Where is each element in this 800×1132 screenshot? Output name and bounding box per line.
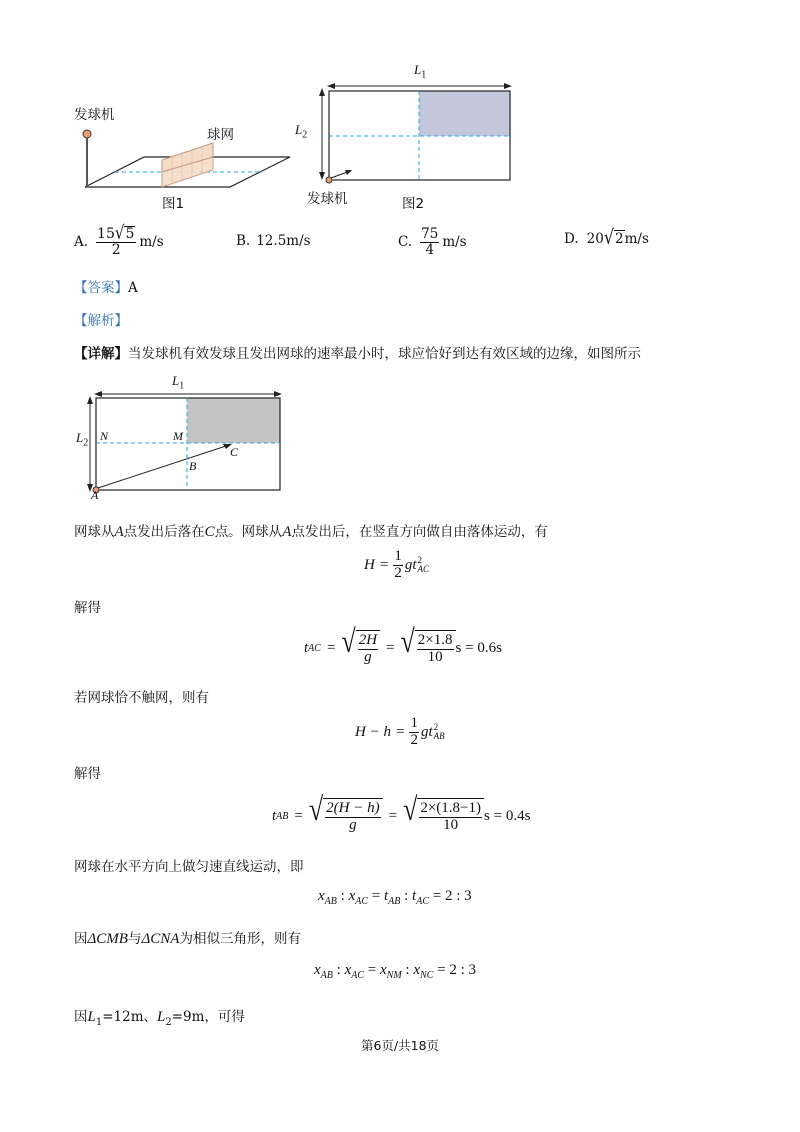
fig1-net-label: 球网 — [207, 127, 234, 143]
horizontal-line: 网球在水平方向上做匀速直线运动，即 — [74, 859, 304, 875]
equation-1: H = $\frac{1}{2}$ gt 2 AC — [364, 547, 429, 581]
fig3-point-B: B — [189, 459, 197, 473]
jiede-2: 解得 — [74, 766, 101, 782]
equation-5: $x_{AB}$ : $x_{AC} = t_{AB}$ : $t_{AC} = 2$ : 3 — [318, 888, 472, 907]
equation-4: t AB = √ $\frac{2(H - h)}{g}$ = √ $\frac{2\times(1.8-1)}{10}$ s = 0.4s — [272, 791, 531, 833]
figure-2-court-top-view — [315, 78, 515, 188]
answer-tag: 【答案】 — [74, 280, 128, 296]
answer-line: 【答案】A — [74, 280, 138, 296]
detail-line: 【详解】当发球机有效发球且发出网球的速率最小时，球应恰好到达有效区域的边缘，如图所示 — [74, 346, 641, 362]
option-a: A. 15 √ 5 2 m/s — [74, 221, 164, 258]
fig2-L2-label: $L_2$ — [295, 122, 308, 141]
figure-1-court — [80, 125, 300, 195]
equation-6: $x_{AB}$ : $x_{AC} = x_{NM}$ : $x_{NC} = 2$ : 3 — [314, 962, 476, 981]
option-b: B. 12.5m/s — [236, 233, 311, 249]
page-footer: 第6页/共18页 — [360, 1038, 440, 1053]
fig1-caption: 图1 — [162, 196, 185, 212]
fig1-launcher-label: 发球机 — [74, 107, 115, 123]
option-d: D. 20 √ 2 m/s — [564, 225, 649, 250]
fig2-L1-label: $L_1$ — [414, 62, 427, 81]
similar-triangles-line: 因ΔCMB与ΔCNA为相似三角形，则有 — [74, 931, 301, 947]
fig3-point-M: M — [173, 429, 183, 443]
fig3-L1-label: $L_1$ — [172, 373, 185, 392]
fig2-launcher-label: 发球机 — [307, 191, 348, 207]
ruo-line: 若网球恰不触网，则有 — [74, 690, 209, 706]
option-c: C. $\frac{75}{4}$ m/s — [398, 226, 467, 258]
figure-3-geometry — [86, 388, 286, 498]
equation-2: t AC = √ $\frac{2H}{g}$ = √ $\frac{2\times 1.8}{10}$ s = 0.6s — [304, 623, 502, 665]
body-line-1: 网球从A点发出后落在C点。网球从A点发出后，在竖直方向做自由落体运动，有 — [74, 524, 548, 540]
jiede-1: 解得 — [74, 600, 101, 616]
fig3-point-N: N — [100, 429, 109, 443]
equation-3: H − h = $\frac{1}{2}$ gt 2 AB — [355, 714, 445, 748]
fig3-L2-label: $L_2$ — [76, 430, 89, 449]
fig3-point-A: A — [91, 488, 99, 502]
fig2-caption: 图2 — [402, 196, 425, 212]
fig3-point-C: C — [230, 445, 239, 459]
last-line: 因$L_1=12m$、$L_2=9m$，可得 — [74, 1009, 245, 1029]
analysis-tag: 【解析】 — [74, 313, 128, 329]
